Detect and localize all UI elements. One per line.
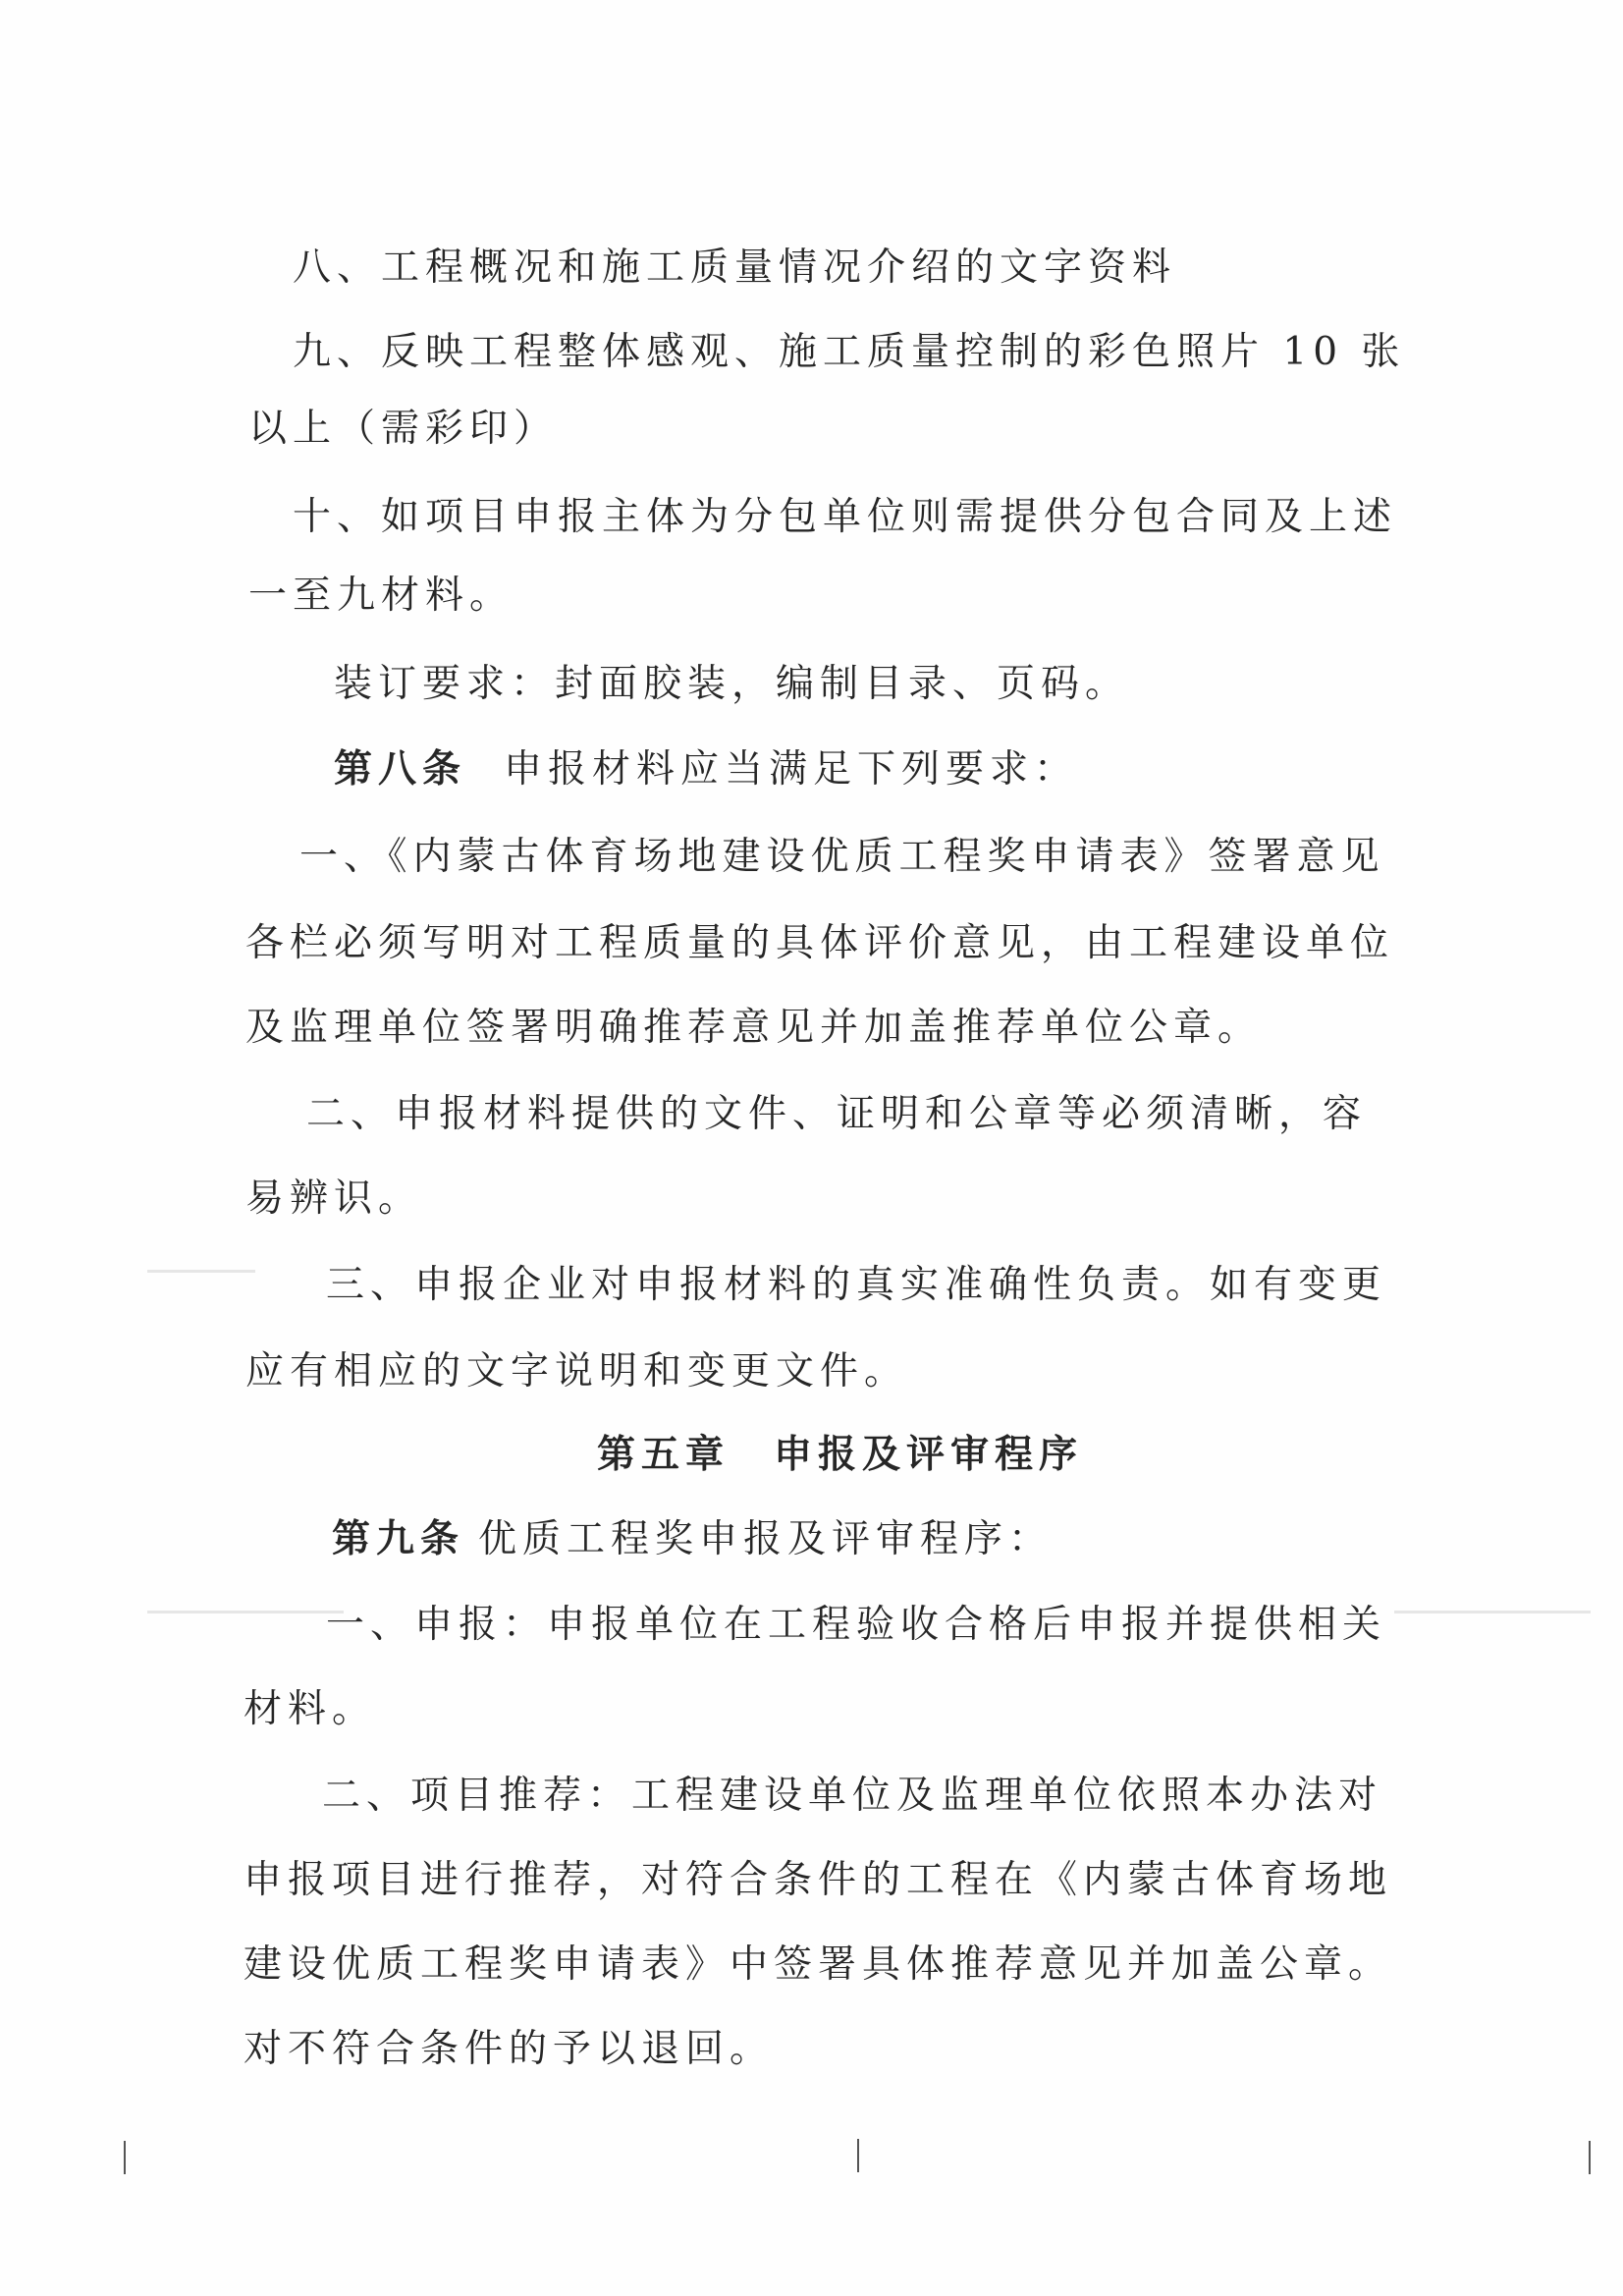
scan-smudge xyxy=(147,1611,344,1613)
paragraph-line: 应有相应的文字说明和变更文件。 xyxy=(245,1349,909,1394)
chapter-5-title: 第五章 申报及评审程序 xyxy=(597,1432,1084,1477)
paragraph-line: 以上（需彩印） xyxy=(248,407,559,451)
paragraph-line: 十、如项目申报主体为分包单位则需提供分包合同及上述 xyxy=(293,495,1398,539)
paragraph-line: 装订要求：封面胶装，编制目录、页码。 xyxy=(334,662,1130,706)
paragraph-line: 一、申报：申报单位在工程验收合格后申报并提供相关 xyxy=(326,1603,1387,1647)
paragraph-line: 九、反映工程整体感观、施工质量控制的彩色照片 10 张 xyxy=(293,330,1406,374)
paragraph-line: 一至九材料。 xyxy=(248,574,514,618)
paragraph-line: 对不符合条件的予以退回。 xyxy=(243,2027,775,2071)
paragraph-line: 八、工程概况和施工质量情况介绍的文字资料 xyxy=(293,246,1177,290)
paragraph-line: 及监理单位签署明确推荐意见并加盖推荐单位公章。 xyxy=(245,1006,1263,1050)
paragraph-line: 材料。 xyxy=(243,1687,377,1731)
binding-mark xyxy=(124,2141,126,2174)
paragraph-line: 三、申报企业对申报材料的真实准确性负责。如有变更 xyxy=(326,1263,1387,1307)
binding-mark xyxy=(857,2139,859,2172)
paragraph-line: 申报项目进行推荐，对符合条件的工程在《内蒙古体育场地 xyxy=(243,1858,1393,1902)
paragraph-line: 二、项目推荐：工程建设单位及监理单位依照本办法对 xyxy=(322,1774,1383,1818)
paragraph-line: 建设优质工程奖申请表》中签署具体推荐意见并加盖公章。 xyxy=(243,1942,1393,1987)
article-8-heading xyxy=(334,744,1078,794)
article-8-text: 申报材料应当满足下列要求： xyxy=(504,747,1079,792)
binding-mark xyxy=(1589,2141,1591,2174)
paragraph-line: 易辨识。 xyxy=(245,1176,423,1221)
paragraph-line: 一、《内蒙古体育场地建设优质工程奖申请表》签署意见 xyxy=(299,835,1385,879)
paragraph-line: 二、申报材料提供的文件、证明和公章等必须清晰，容 xyxy=(306,1092,1368,1136)
paragraph-line: 各栏必须写明对工程质量的具体评价意见，由工程建设单位 xyxy=(245,921,1395,965)
scan-smudge xyxy=(1394,1611,1591,1613)
scan-smudge xyxy=(147,1270,255,1273)
article-9-text: 优质工程奖申报及评审程序： xyxy=(478,1517,1054,1561)
article-9-label: 第九条 xyxy=(332,1516,465,1561)
article-8-label: 第八条 xyxy=(334,746,467,792)
article-9-heading xyxy=(332,1514,1053,1564)
